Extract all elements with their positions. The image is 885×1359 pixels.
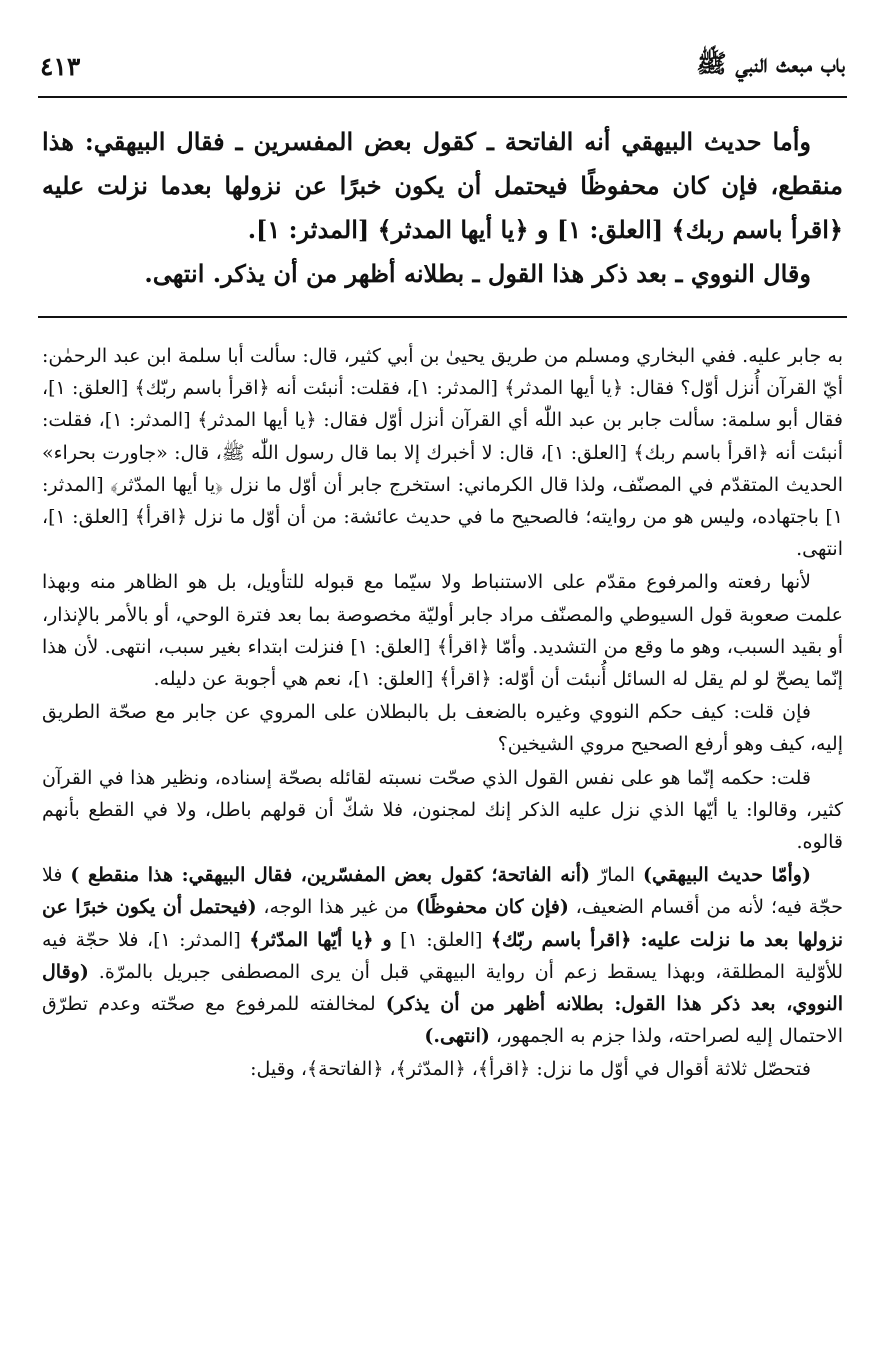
running-title: باب مبعث النبي ﷺ bbox=[696, 48, 845, 78]
quoted-matn: (فيحتمل أن يكون خبرًا عن نزولها بعد ما نزلت عليه: ﴿اقرأ باسم ربّك﴾ bbox=[42, 896, 843, 951]
commentary-segment: من غير هذا الوجه، bbox=[256, 896, 416, 919]
page-number: ٤١٣ bbox=[40, 51, 81, 81]
commentary-paragraph: قلت: حكمه إنّما هو على نفس القول الذي صحّت نسبته لقائله بصحّة إسناده، ونظير هذا في القرآن كثير، وقالوا: يا أيّها الذي نزل عليه الذكر إنك لمجنون، فلا شكّ أن قولهم باطل، ولا في القطع بأنهم قالوه. bbox=[42, 766, 843, 854]
quoted-matn: (فإن كان محفوظًا) bbox=[415, 896, 569, 919]
commentary-paragraph-mixed bbox=[42, 859, 843, 1052]
main-text bbox=[42, 120, 843, 296]
main-text-paragraph: وأما حديث البيهقي أنه الفاتحة ـ كقول بعض المفسرين ـ فقال البيهقي: هذا منقطع، فإن كان محفوظًا فيحتمل أن يكون خبرًا عن نزولها بعدما نزلت عليه ﴿اقرأ باسم ربك﴾ [العلق: ١] و ﴿يا أيها المدثر﴾ [المدثر: ١]. bbox=[42, 127, 843, 244]
quoted-matn: (وقال النووي، بعد ذكر هذا القول: بطلانه أظهر من أن يذكر) bbox=[42, 960, 843, 1016]
quoted-matn: (وأمّا حديث البيهقي) bbox=[643, 864, 811, 887]
header-rule bbox=[38, 96, 847, 98]
main-text-paragraph: وقال النووي ـ بعد ذكر هذا القول ـ بطلانه أظهر من أن يذكر. انتهى. bbox=[144, 259, 811, 288]
commentary-paragraph: لأنها رفعته والمرفوع مقدّم على الاستنباط ولا سيّما مع قبوله للتأويل، بل هو الظاهر منه وبهذا علمت صعوبة قول السيوطي والمصنّف مراد جابر أوليّة مخصوصة بما بعد فترة الوحي، أو بالأمر بالإنذار، أو بقيد السبب، وهو ما وقع من التشديد. وأمّا ﴿اقرأ﴾ [العلق: ١] فنزلت ابتداء بغير سبب، انتهى. لأن هذا إنّما يصحّ لو لم يقل له السائل أُنبئت أن أوّله: ﴿اقرأ﴾ [العلق: ١]، نعم هي أجوبة عن دليله. bbox=[42, 571, 843, 691]
commentary-paragraph: فتحصّل ثلاثة أقوال في أوّل ما نزل: ﴿اقرأ﴾، ﴿المدّثر﴾، ﴿الفاتحة﴾، وقيل: bbox=[250, 1058, 811, 1081]
commentary-segment: [المدثر: ١]، فلا حجّة فيه للأوّلية المطلقة، وبهذا يسقط زعم أن رواية البيهقي قبل أن يرى المصطفى جبريل بالمرّة. bbox=[42, 928, 843, 983]
commentary-segment: [العلق: ١] bbox=[391, 928, 491, 951]
commentary-paragraph: فإن قلت: كيف حكم النووي وغيره بالضعف بل بالبطلان على المروي عن جابر مع صحّة الطريق إليه، كيف وهو أرفع الصحيح مروي الشيخين؟ bbox=[42, 701, 843, 756]
commentary-paragraph: به جابر عليه. ففي البخاري ومسلم من طريق يحيىٰ بن أبي كثير، قال: سألت أبا سلمة ابن عبد الرحمٰن: أيّ القرآن أُنزل أوّل؟ فقال: ﴿يا أيها المدثر﴾ [المدثر: ١]، فقلت: أنبئت أنه ﴿اقرأ باسم ربّك﴾ [العلق: ١]، فقال أبو سلمة: سألت جابر بن عبد اللّٰه أي القرآن أنزل أوّل فقال: ﴿يا أيها المدثر﴾ [المدثر: ١]، فقلت: أنبئت أنه ﴿اقرأ باسم ربك﴾ [العلق: ١]، قال: لا أخبرك إلا بما قال رسول اللّٰه ﷺ، قال: «جاورت بحراء» الحديث المتقدّم في المصنّف، ولذا قال الكرماني: استخرج جابر أن أوّل ما نزل ﴿يا أيها المدّثر﴾ [المدثر: ١] باجتهاده، وليس هو من روايته؛ فالصحيح ما في حديث عائشة: من أن أوّل ما نزل ﴿اقرأ﴾ [العلق: ١]، انتهى. bbox=[42, 345, 843, 561]
page-header bbox=[40, 44, 845, 88]
quoted-matn: (أنه الفاتحة؛ كقول بعض المفسّرين، فقال البيهقي: هذا منقطع ) bbox=[70, 864, 591, 887]
commentary-segment: المارّ bbox=[590, 864, 644, 887]
quoted-matn: (انتهى.) bbox=[424, 1025, 490, 1048]
quoted-matn: و ﴿يا أيّها المدّثر﴾ bbox=[249, 928, 392, 951]
commentary-segment: فلا حجّة فيه؛ لأنه من أقسام الضعيف، bbox=[42, 864, 843, 919]
commentary-text bbox=[42, 340, 843, 1086]
commentary-segment: لمخالفته للمرفوع مع صحّته وعدم تطرّق الاحتمال إليه لصراحته، ولذا جزم به الجمهور، bbox=[42, 993, 843, 1048]
text-separator-rule bbox=[38, 316, 847, 318]
